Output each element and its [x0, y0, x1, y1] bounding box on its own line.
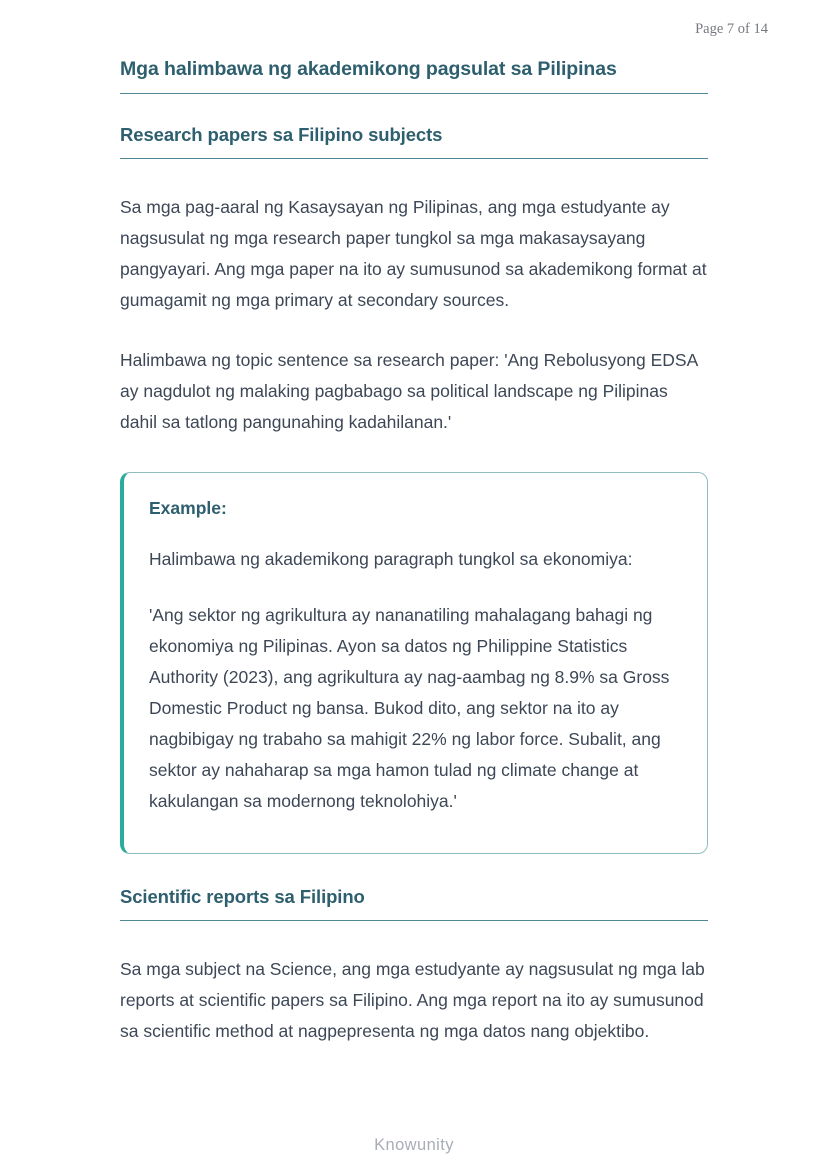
- paragraph-research-papers-2: Halimbawa ng topic sentence sa research paper: 'Ang Rebolusyong EDSA ay nagdulot ng malaking pagbabago sa political landscape ng Pilipinas dahil sa tatlong pangunahing kadahilanan.': [120, 350, 698, 432]
- page-indicator: Page 7 of 14: [695, 21, 768, 37]
- main-heading: Mga halimbawa ng akademikong pagsulat sa Pilipinas: [120, 58, 708, 94]
- paragraph-research-papers-1: Sa mga pag-aaral ng Kasaysayan ng Pilipinas, ang mga estudyante ay nagsusulat ng mga research paper tungkol sa mga makasaysayang pangyayari. Ang mga paper na ito ay sumusunod sa akademikong format at gumagamit ng mga primary at secondary sources.: [120, 197, 707, 310]
- document-content: [120, 58, 708, 1047]
- example-box-intro: Halimbawa ng akademikong paragraph tungkol sa ekonomiya:: [149, 549, 633, 569]
- brand-footer: Knowunity: [374, 1136, 454, 1154]
- example-box-body: 'Ang sektor ng agrikultura ay nananatiling mahalagang bahagi ng ekonomiya ng Pilipinas. Ayon sa datos ng Philippine Statistics Authority (2023), ang agrikultura ay nag-aambag ng 8.9% sa Gross Domestic Product ng bansa. Bukod dito, ang sektor na ito ay nagbibigay ng trabaho sa mahigit 22% ng labor force. Subalit, ang sektor ay nahaharap sa mga hamon tulad ng climate change at kakulangan sa modernong teknolohiya.': [149, 605, 670, 811]
- section-heading-scientific-reports: Scientific reports sa Filipino: [120, 886, 708, 921]
- paragraph-scientific-reports-1: Sa mga subject na Science, ang mga estudyante ay nagsusulat ng mga lab reports at scientific papers sa Filipino. Ang mga report na ito ay sumusunod sa scientific method at nagpepresenta ng mga datos nang objektibo.: [120, 959, 705, 1041]
- section-heading-research-papers: Research papers sa Filipino subjects: [120, 124, 708, 159]
- example-box-title: Example:: [149, 498, 227, 518]
- example-callout-box: [120, 472, 708, 854]
